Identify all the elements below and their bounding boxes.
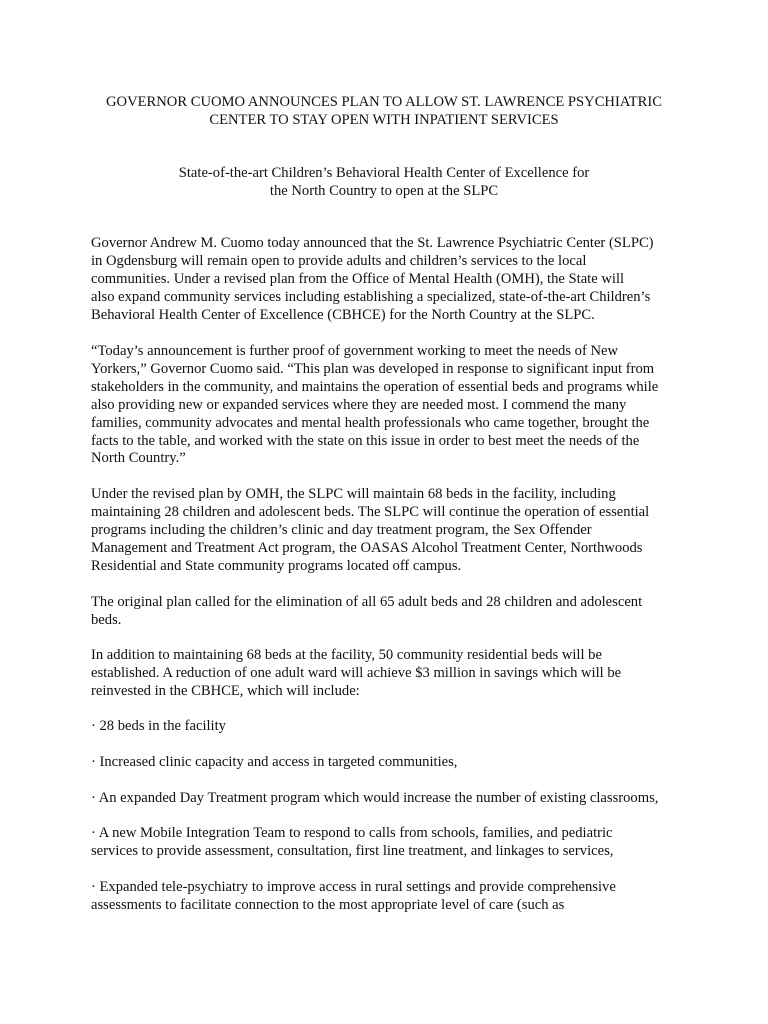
text-line: Under the revised plan by OMH, the SLPC will maintain 68 beds in the facility, including: [91, 486, 616, 502]
text-line: established. A reduction of one adult ward will achieve $3 million in savings which will be: [91, 664, 622, 681]
text-line: communities. Under a revised plan from the Office of Mental Health (OMH), the State will: [91, 270, 625, 287]
text-line: services to provide assessment, consultation, first line treatment, and linkages to services,: [91, 842, 614, 859]
subtitle-line: the North Country to open at the SLPC: [269, 183, 499, 199]
text-line: · Expanded tele-psychiatry to improve access in rural settings and provide comprehensive: [91, 879, 616, 895]
text-line: in Ogdensburg will remain open to provide adults and children’s services to the local: [91, 252, 587, 269]
text-line: · A new Mobile Integration Team to respond to calls from schools, families, and pediatric: [91, 825, 613, 841]
text-line: · Increased clinic capacity and access in targeted communities,: [91, 754, 458, 770]
text-line: reinvested in the CBHCE, which will include:: [91, 682, 360, 699]
text-line: assessments to facilitate connection to the most appropriate level of care (such as: [91, 896, 565, 913]
text-line: · An expanded Day Treatment program which would increase the number of existing classrooms,: [91, 790, 659, 806]
bullet-item: [91, 790, 691, 808]
title-line: GOVERNOR CUOMO ANNOUNCES PLAN TO ALLOW ST. LAWRENCE PSYCHIATRIC: [106, 94, 662, 110]
text-line: also expand community services including establishing a specialized, state-of-the-art Children’s: [91, 288, 651, 305]
text-line: North Country.”: [91, 450, 186, 467]
paragraph-revised-plan: [91, 486, 691, 576]
paragraph-additions: [91, 647, 691, 701]
text-line: families, community advocates and mental health professionals who came together, brought the: [91, 414, 650, 431]
bullet-item: [91, 718, 691, 736]
text-line: stakeholders in the community, and maintains the operation of essential beds and programs while: [91, 378, 659, 395]
bullet-item: [91, 879, 691, 915]
text-line: programs including the children’s clinic and day treatment program, the Sex Offender: [91, 521, 592, 538]
bullet-item: [91, 825, 691, 861]
paragraph-announcement: [91, 235, 691, 325]
text-line: maintaining 28 children and adolescent beds. The SLPC will continue the operation of essential: [91, 503, 650, 520]
document-title: [60, 93, 708, 129]
title-line: CENTER TO STAY OPEN WITH INPATIENT SERVICES: [209, 112, 559, 128]
text-line: Management and Treatment Act program, the OASAS Alcohol Treatment Center, Northwoods: [91, 539, 643, 556]
paragraph-governor-quote: [91, 343, 691, 468]
text-line: · 28 beds in the facility: [91, 718, 226, 734]
paragraph-original-plan: [91, 594, 691, 630]
text-line: Governor Andrew M. Cuomo today announced that the St. Lawrence Psychiatric Center (SLPC): [91, 235, 654, 251]
text-line: “Today’s announcement is further proof of government working to meet the needs of New: [91, 343, 619, 359]
subtitle-line: State-of-the-art Children’s Behavioral Health Center of Excellence for: [178, 165, 590, 181]
text-line: Residential and State community programs located off campus.: [91, 557, 462, 574]
document-subtitle: [60, 164, 708, 200]
text-line: Behavioral Health Center of Excellence (CBHCE) for the North Country at the SLPC.: [91, 306, 595, 323]
text-line: beds.: [91, 611, 122, 628]
text-line: also providing new or expanded services where they are needed most. I commend the many: [91, 396, 627, 413]
text-line: The original plan called for the elimination of all 65 adult beds and 28 children and adolescent: [91, 594, 643, 610]
text-line: facts to the table, and worked with the state on this issue in order to best meet the needs of the: [91, 432, 640, 449]
text-line: In addition to maintaining 68 beds at the facility, 50 community residential beds will be: [91, 647, 602, 663]
text-line: Yorkers,” Governor Cuomo said. “This plan was developed in response to significant input from: [91, 360, 655, 377]
bullet-item: [91, 754, 691, 772]
